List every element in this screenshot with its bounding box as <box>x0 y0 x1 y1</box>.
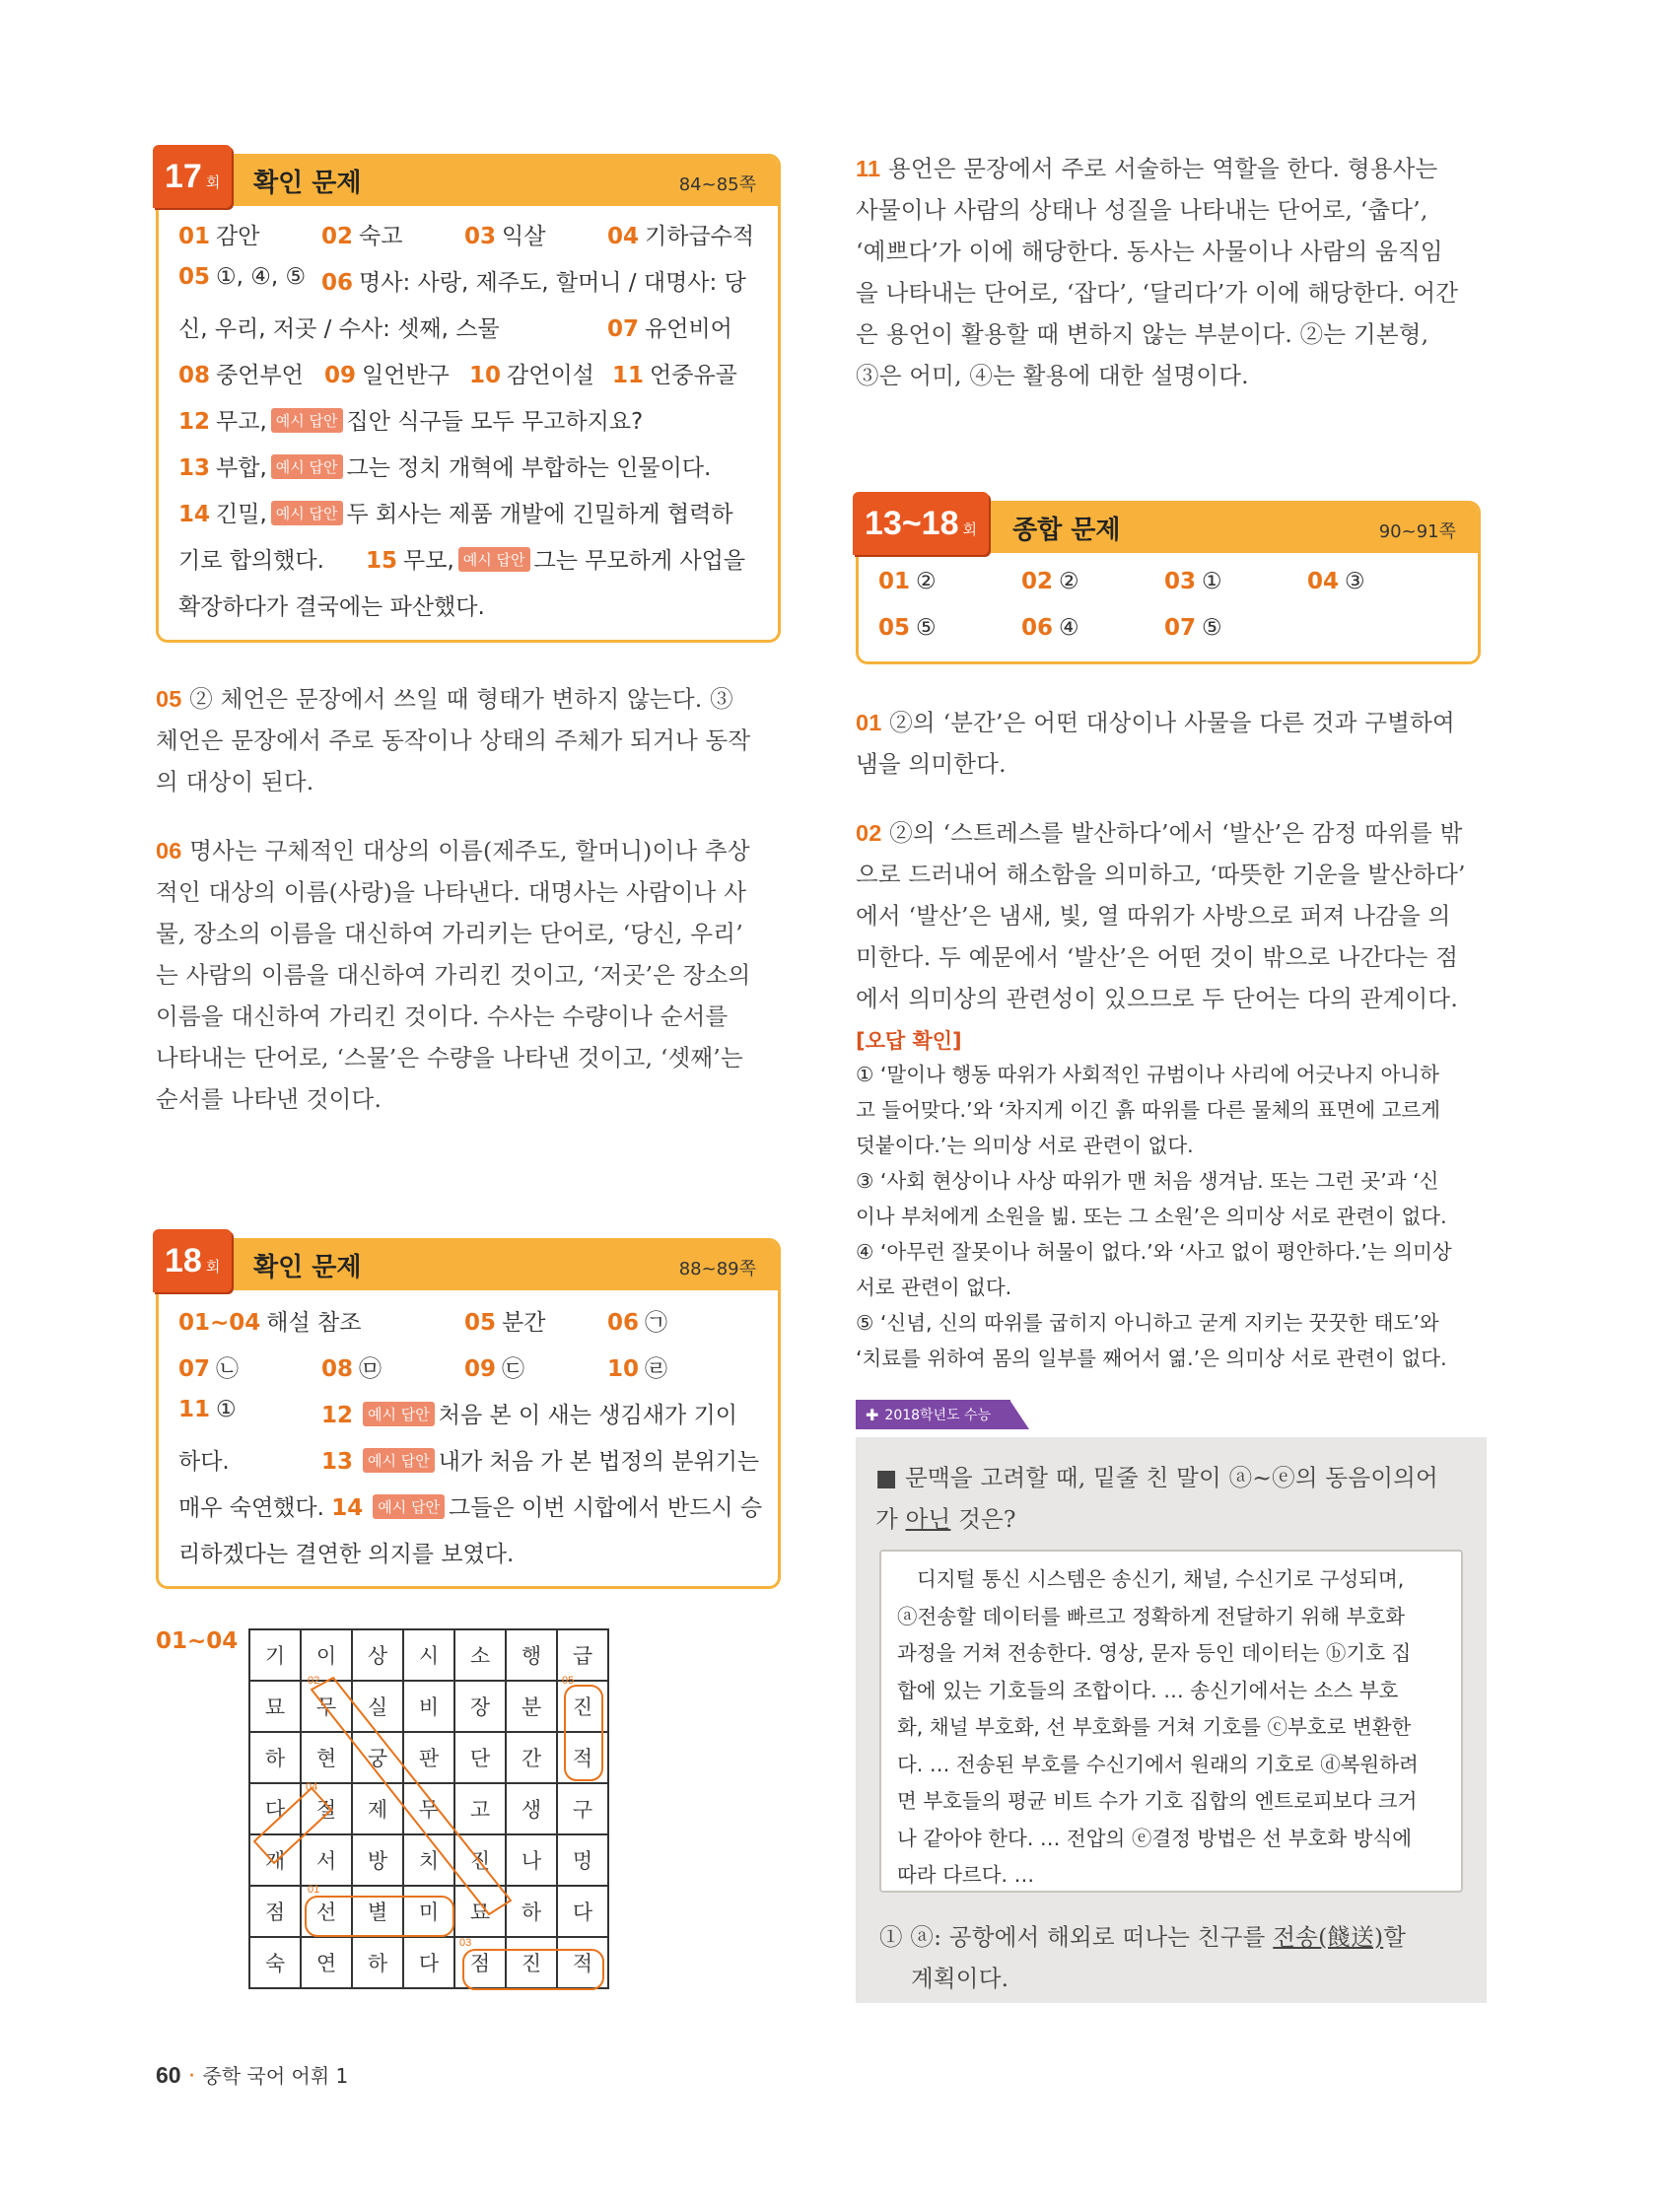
explanation-01: 01 ②의 ‘분간’은 어떤 대상이나 사물을 다른 것과 구별하여 냄을 의미한다. <box>856 709 1455 778</box>
grid-cell: 구 <box>557 1783 608 1834</box>
example-answer-cont: 하다. <box>178 1449 230 1475</box>
box-13-18-review <box>856 501 1481 664</box>
grid-cell: 무 <box>301 1681 352 1732</box>
box-18-pages: 88~89쪽 <box>678 1259 756 1279</box>
grid-cell: 비 <box>403 1681 454 1732</box>
grid-cell: 미 <box>403 1886 454 1937</box>
answer-line: 07 ㉡ <box>178 1356 240 1382</box>
mark-04-boundary <box>254 1788 331 1863</box>
example-tag: 예시 답안 <box>271 454 343 479</box>
grid-cell: 시 <box>403 1629 454 1681</box>
example-answer: 12 예시 답안 처음 본 이 새는 생김새가 기이 <box>321 1403 737 1428</box>
grid-cell: 상 <box>352 1629 403 1681</box>
mark-03-boundary <box>463 1950 603 1989</box>
answer-line: 09 ㉢ <box>464 1356 525 1382</box>
grid-cell: 묘 <box>249 1681 301 1732</box>
grid-mark-02: 02 <box>308 1675 320 1687</box>
grid-cell: 치 <box>403 1834 454 1886</box>
grid-cell: 진 <box>506 1937 557 1988</box>
box-13-18-title: 종합 문제 <box>1012 516 1121 545</box>
grid-cell: 절 <box>301 1783 352 1834</box>
grid-overlay <box>248 1628 623 2003</box>
grid-cell: 방 <box>352 1834 403 1886</box>
answer-line: 10 감언이설 <box>469 363 594 388</box>
grid-cell: 단 <box>454 1732 506 1783</box>
grid-cell: 선 <box>301 1886 352 1937</box>
grid-cell: 행 <box>506 1629 557 1681</box>
example-answer: 13 예시 답안 내가 처음 가 본 법정의 분위기는 <box>321 1449 760 1475</box>
answer-line: 07 유언비어 <box>607 316 732 342</box>
tag-arrow-shape <box>1009 1400 1029 1429</box>
session-tag-17: 17 회 <box>153 145 232 208</box>
page-number: 60 <box>156 2062 181 2088</box>
answer-line: 05 ⑤ <box>878 615 937 641</box>
grid-cell: 별 <box>352 1886 403 1937</box>
grid-cell: 기 <box>249 1629 301 1681</box>
grid-cell: 묘 <box>454 1886 506 1937</box>
answer-line: 04 ③ <box>1307 569 1365 594</box>
example-answer-cont: 리하겠다는 결연한 의지를 보였다. <box>178 1542 515 1567</box>
grid-cell: 급 <box>557 1629 608 1681</box>
example-tag: 예시 답안 <box>458 547 530 572</box>
box-17-check <box>156 154 781 643</box>
answer-line: 09 일언반구 <box>324 363 450 388</box>
book-title: 중학 국어 어휘 1 <box>202 2064 349 2088</box>
page-footer: 60 · 중학 국어 어휘 1 <box>156 2062 349 2089</box>
suneung-tag: ✚ 2018학년도 수능 <box>856 1400 1010 1429</box>
answer-line: 07 ⑤ <box>1164 615 1222 641</box>
example-tag: 예시 답안 <box>363 1448 435 1473</box>
example-tag: 예시 답안 <box>271 408 343 433</box>
box-18-check <box>156 1238 781 1589</box>
answer-line: 04 기하급수적 <box>607 224 755 249</box>
grid-cell: 간 <box>506 1732 557 1783</box>
grid-cell: 적 <box>557 1937 608 1988</box>
answer-line: 05 ①, ④, ⑤ <box>178 264 307 290</box>
answer-line: 01 ② <box>878 569 937 594</box>
grid-cell: 다 <box>403 1937 454 1988</box>
grid-cell: 다 <box>557 1886 608 1937</box>
grid-cell: 나 <box>506 1834 557 1886</box>
explanation-11: 11 용언은 문장에서 주로 서술하는 역할을 한다. 형용사는 사물이나 사람의 상태나 성질을 나타내는 단어로, ‘춥다’, ‘예쁘다’가 이에 해당한다. 동사는 사물이나 사람의 움직임 을 나타내는 단어로, ‘잡다’, ‘달리다’가 이에 해당한다. 어간 은 용언이 활용할 때 변하지 않는 부분이다. ②는 기본형, ③은 어미, ④는 활용에 대한 설명이다. <box>856 155 1459 389</box>
grid-mark-05: 05 <box>562 1675 575 1687</box>
grid-cell: 궁 <box>352 1732 403 1783</box>
grid-cell: 고 <box>454 1783 506 1834</box>
answer-line: 신, 우리, 저곳 / 수사: 셋째, 스물 <box>178 316 500 342</box>
grid-cell: 점 <box>454 1937 506 1988</box>
grid-cell: 연 <box>301 1937 352 1988</box>
grid-cell: 장 <box>454 1681 506 1732</box>
grid-cell: 하 <box>249 1732 301 1783</box>
grid-cell: 서 <box>301 1834 352 1886</box>
grid-cell: 다 <box>249 1783 301 1834</box>
answer-line: 02 ② <box>1021 569 1079 594</box>
grid-cell: 하 <box>506 1886 557 1937</box>
grid-label: 01~04 <box>156 1628 239 1654</box>
suneung-choice-1: ① ⓐ: 공항에서 해외로 떠나는 친구를 전송(餞送)할 계획이다. <box>879 1923 1407 1992</box>
answer-line: 01 감안 <box>178 224 260 249</box>
example-tag: 예시 답안 <box>373 1494 445 1519</box>
suneung-question: ■ 문맥을 고려할 때, 밑줄 친 말이 ⓐ~ⓔ의 동음이의어 가 아닌 것은? <box>875 1464 1438 1533</box>
mark-02-boundary <box>312 1678 511 1914</box>
example-answer-cont: 확장하다가 결국에는 파산했다. <box>178 594 485 620</box>
grid-cell: 멍 <box>557 1834 608 1886</box>
answer-line: 03 ① <box>1164 569 1222 594</box>
grid-cell: 하 <box>352 1937 403 1988</box>
grid-cell: 현 <box>301 1732 352 1783</box>
answer-line: 06 명사: 사랑, 제주도, 할머니 / 대명사: 당 <box>321 270 746 296</box>
suneung-passage: 디지털 통신 시스템은 송신기, 채널, 수신기로 구성되며, ⓐ전송할 데이터를 빠르고 정확하게 전달하기 위해 부호화 과정을 거쳐 전송한다. 영상, 문자 등인 데이터는 ⓑ기호 집 합에 있는 기호들의 조합이다. … 송신기에서는 소스 부호 화, 채널 부호화, 선 부호화를 거쳐 기호를 ⓒ부호로 변환한 다. … 전송된 부호를 수신기에서 원래의 기호로 ⓓ복원하려 면 부호들의 평균 비트 수가 기호 집합의 엔트로피보다 크거 나 같아야 한다. … 전압의 ⓔ결정 방법은 선 부호화 방식에 따라 다르다. … <box>897 1567 1419 1887</box>
example-tag: 예시 답안 <box>271 501 343 525</box>
example-answer: 14 긴밀, 예시 답안 두 회사는 제품 개발에 긴밀하게 협력하 <box>178 502 733 527</box>
grid-cell: 점 <box>249 1886 301 1937</box>
answer-line: 06 ④ <box>1021 615 1079 641</box>
example-answer-cont: 매우 숙연했다. 14 예시 답안 그들은 이번 시합에서 반드시 승 <box>178 1495 763 1521</box>
grid-cell: 실 <box>352 1681 403 1732</box>
grid-cell: 이 <box>301 1629 352 1681</box>
grid-cell: 분 <box>506 1681 557 1732</box>
answer-line: 08 ㉤ <box>321 1356 382 1382</box>
box-18-title: 확인 문제 <box>253 1253 362 1282</box>
example-tag: 예시 답안 <box>363 1402 435 1426</box>
grid-cell: 개 <box>249 1834 301 1886</box>
answer-line: 06 ㉠ <box>607 1310 668 1336</box>
example-answer: 15 무모, 예시 답안 그는 무모하게 사업을 <box>366 548 746 574</box>
wrong-answer-title: [오답 확인] <box>856 1029 962 1053</box>
answer-line: 11 ① <box>178 1397 237 1422</box>
example-answer: 13 부합, 예시 답안 그는 정치 개혁에 부합하는 인물이다. <box>178 455 712 481</box>
box-17-pages: 84~85쪽 <box>678 174 756 195</box>
answer-line: 08 중언부언 <box>178 363 304 388</box>
grid-cell: 진 <box>557 1681 608 1732</box>
explanation-06: 06 명사는 구체적인 대상의 이름(제주도, 할머니)이나 추상 적인 대상의 이름(사랑)을 나타낸다. 대명사는 사람이나 사 물, 장소의 이름을 대신하여 가리키는 단어로, ‘당신, 우리’ 는 사람의 이름을 대신하여 가리킨 것이고, ‘저곳’은 장소의 이름을 대신하여 가리킨 것이다. 수사는 수량이나 순서를 나타내는 단어로, ‘스물’은 수량을 나타낸 것이고, ‘셋째’는 순서를 나타낸 것이다. <box>156 837 751 1113</box>
grid-mark-04: 04 <box>306 1781 318 1793</box>
answer-line: 01~04 해설 참조 <box>178 1310 362 1336</box>
grid-cell: 제 <box>352 1783 403 1834</box>
mark-05-boundary <box>565 1686 602 1780</box>
grid-mark-03: 03 <box>459 1937 472 1949</box>
grid-cell: 판 <box>403 1732 454 1783</box>
grid-cell: 숙 <box>249 1937 301 1988</box>
session-tag-18: 18 회 <box>153 1229 232 1292</box>
answer-line: 11 언중유골 <box>612 363 737 388</box>
box-13-18-pages: 90~91쪽 <box>1378 521 1456 542</box>
grid-cell: 생 <box>506 1783 557 1834</box>
grid-cell: 소 <box>454 1629 506 1681</box>
wrong-answer-list: ① ‘말이나 행동 따위가 사회적인 규범이나 사리에 어긋나지 아니하 고 들어맞다.’와 ‘차지게 이긴 흙 따위를 다른 물체의 표면에 고르게 덧붙이다.’는 의미상 서로 관련이 없다. ③ ‘사회 현상이나 사상 따위가 맨 처음 생겨남. 또는 그런 곳’과 ‘신 이나 부처에게 소원을 빎. 또는 그 소원’은 의미상 서로 관련이 없다. ④ ‘아무런 잘못이나 허물이 없다.’와 ‘사고 없이 평안하다.’는 의미상 서로 관련이 없다. ⑤ ‘신념, 신의 따위를 굽히지 아니하고 굳게 지키는 꿋꿋한 태도’와 ‘치료를 위하여 몸의 일부를 째어서 엶.’은 의미상 서로 관련이 없다. <box>856 1063 1452 1370</box>
example-answer: 12 무고, 예시 답안 집안 식구들 모두 무고하지요? <box>178 409 644 435</box>
answer-line: 03 익살 <box>464 224 546 249</box>
answer-line: 02 숙고 <box>321 224 403 249</box>
grid-cell: 진 <box>454 1834 506 1886</box>
session-tag-13-18: 13~18 회 <box>853 492 989 555</box>
box-17-title: 확인 문제 <box>253 169 362 198</box>
grid-mark-01: 01 <box>308 1884 320 1896</box>
grid-cell: 무 <box>403 1783 454 1834</box>
plus-icon: ✚ <box>866 1405 879 1424</box>
example-answer-cont: 기로 합의했다. <box>178 548 324 574</box>
answer-line: 05 분간 <box>464 1310 546 1336</box>
grid-cell: 적 <box>557 1732 608 1783</box>
explanation-05: 05 ② 체언은 문장에서 쓰일 때 형태가 변하지 않는다. ③ 체언은 문장에서 주로 동작이나 상태의 주체가 되거나 동작 의 대상이 된다. <box>156 685 751 795</box>
explanation-02: 02 ②의 ‘스트레스를 발산하다’에서 ‘발산’은 감정 따위를 밖 으로 드러내어 해소함을 의미하고, ‘따뜻한 기운을 발산하다’ 에서 ‘발산’은 냄새, 빛, 열 따위가 사방으로 퍼져 나감을 의 미한다. 두 예문에서 ‘발산’은 어떤 것이 밖으로 나간다는 점 에서 의미상의 관련성이 있으므로 두 단어는 다의 관계이다. <box>856 819 1466 1012</box>
mark-01-boundary <box>306 1897 453 1936</box>
answer-line: 10 ㉣ <box>607 1356 668 1382</box>
